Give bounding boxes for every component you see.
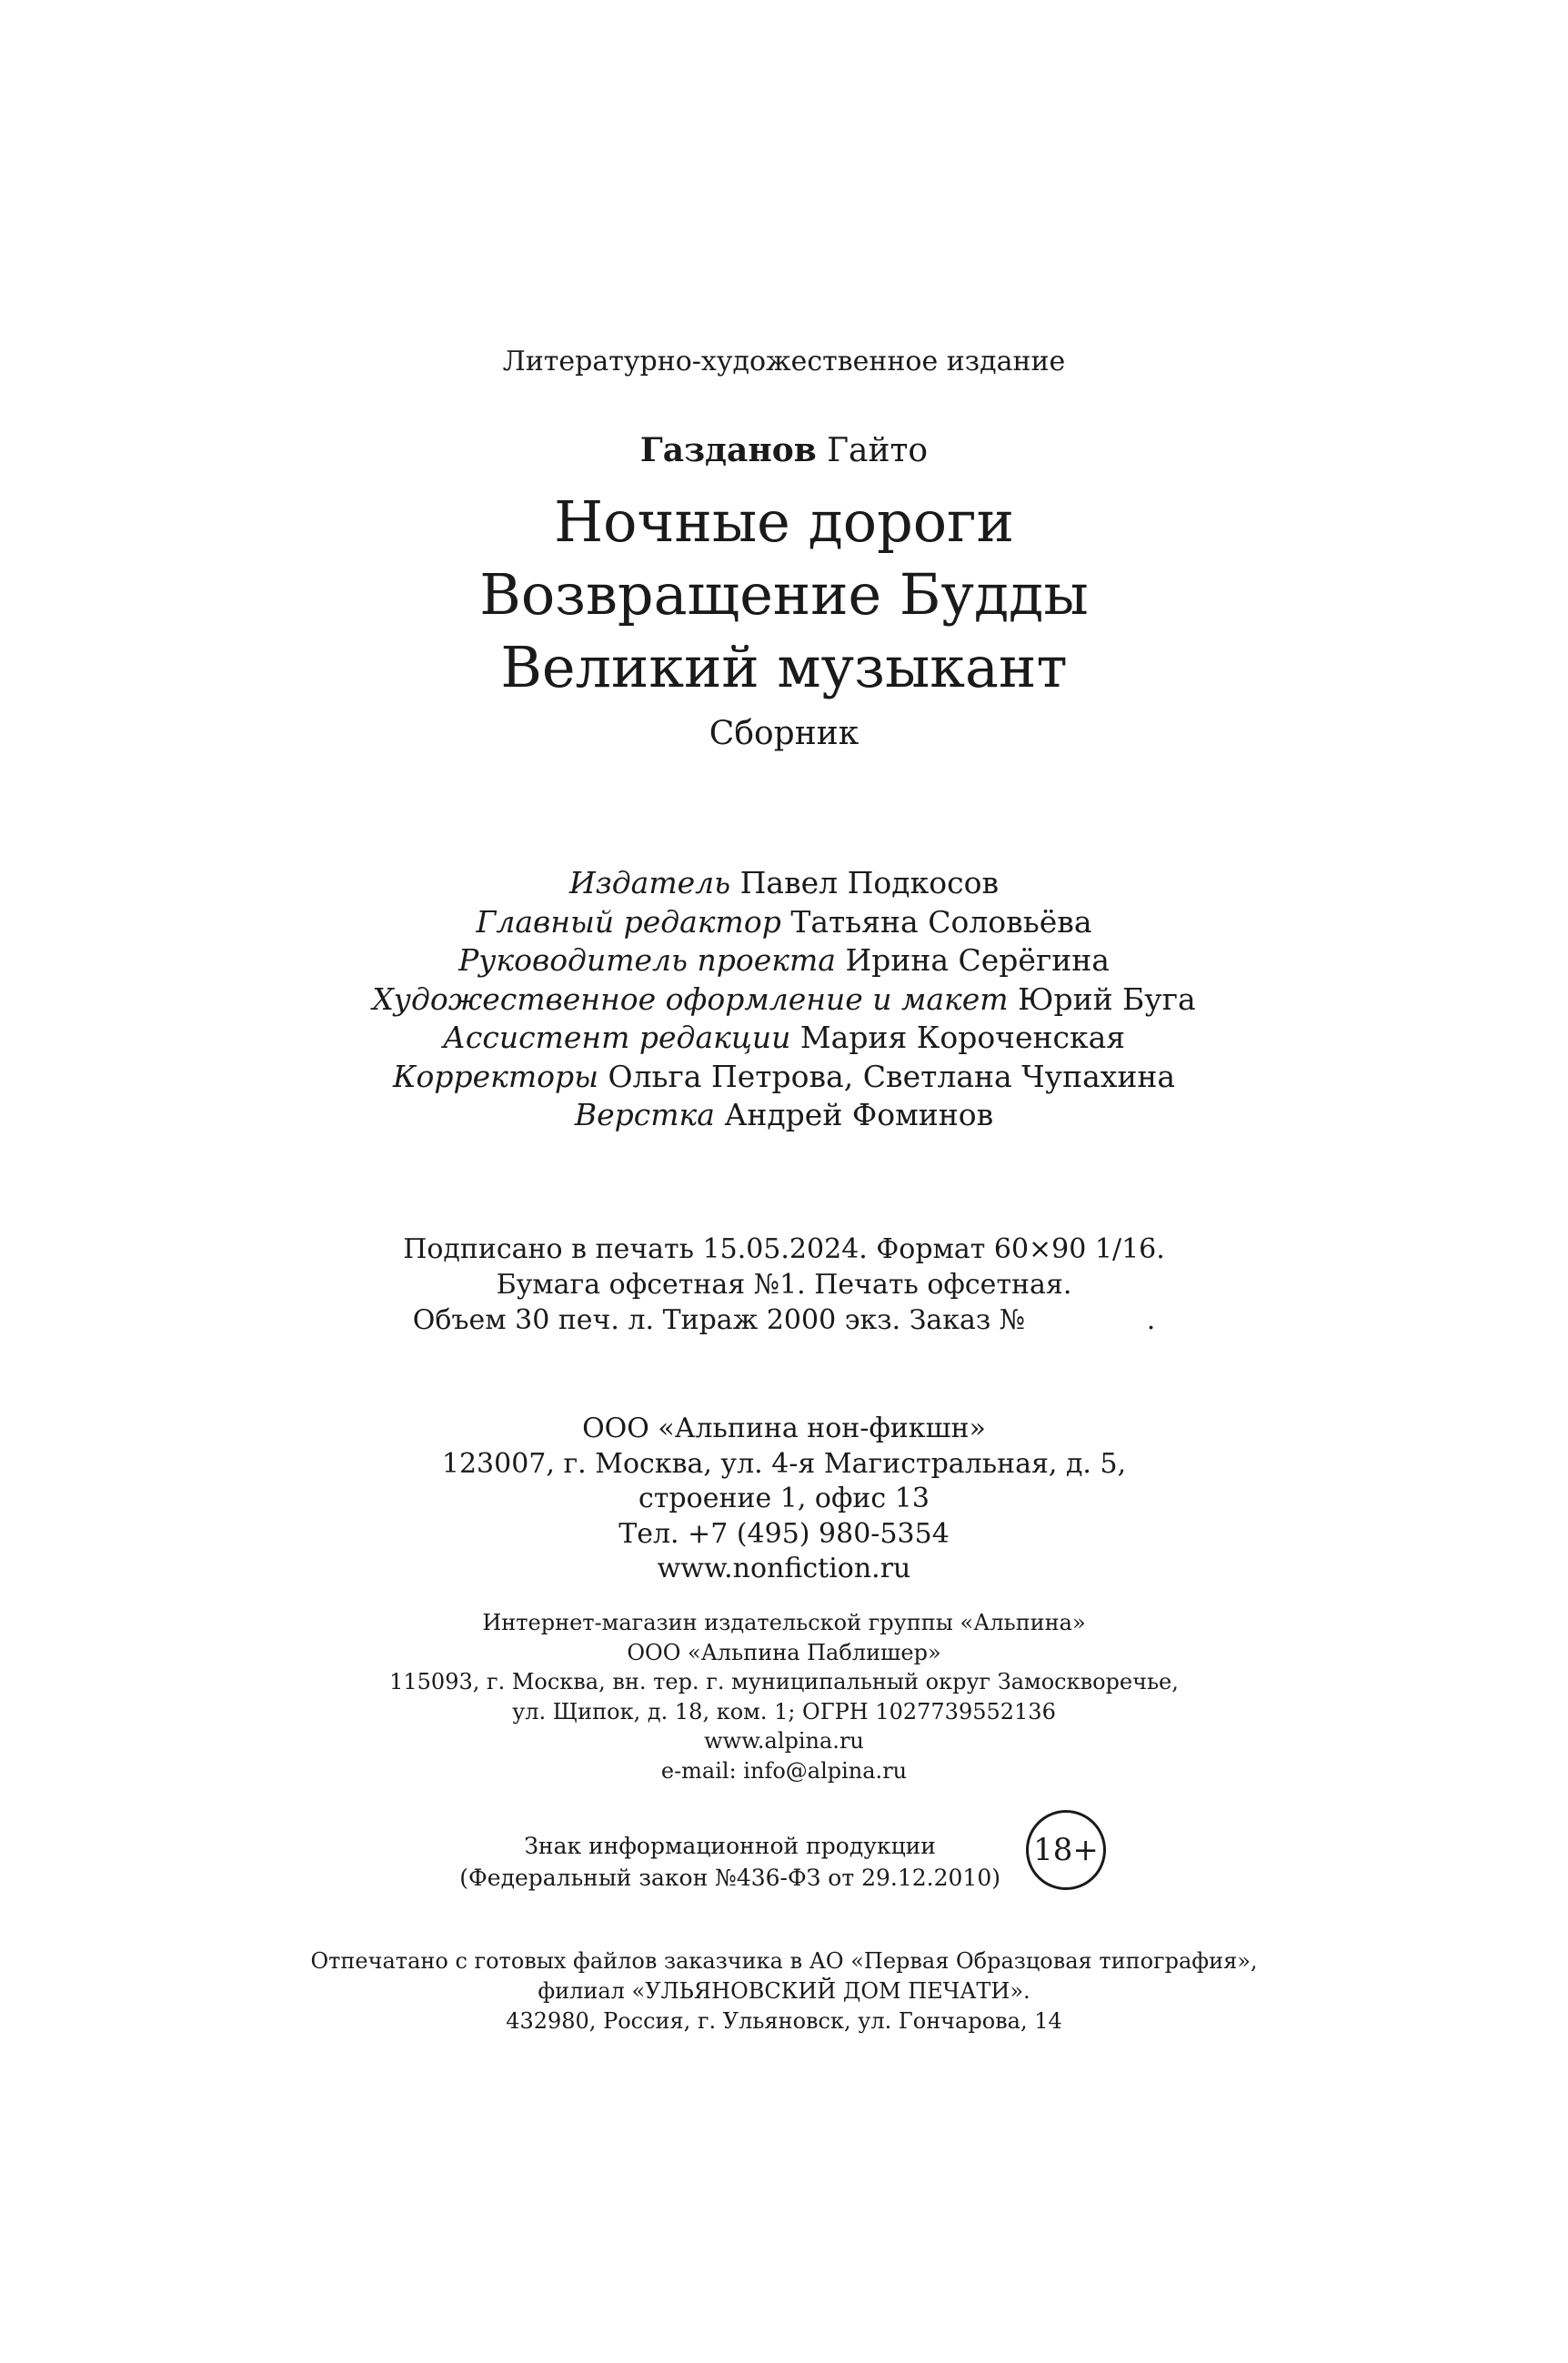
- printing-line: Объем 30 печ. л. Тираж 2000 экз. Заказ № .: [412, 1304, 1156, 1336]
- credit-line: [0, 980, 1568, 1020]
- credit-line: [0, 864, 1568, 903]
- credit-role: Верстка: [574, 1097, 715, 1132]
- credit-role: Ассистент редакции: [442, 1020, 791, 1055]
- imprint-line: Отпечатано с готовых файлов заказчика в АО «Первая Образцовая типография»,: [310, 1948, 1258, 1974]
- credit-name: Ирина Серёгина: [845, 942, 1110, 978]
- credit-line: [0, 903, 1568, 942]
- credit-line: [0, 941, 1568, 980]
- shop-line: ул. Щипок, д. 18, ком. 1; ОГРН 1027739552136: [512, 1698, 1056, 1724]
- credit-name: Юрий Буга: [1018, 980, 1196, 1017]
- edition-type: Литературно-художественное издание: [502, 346, 1066, 377]
- publisher-info: [0, 1412, 1568, 1587]
- shop-email: e-mail: info@alpina.ru: [660, 1757, 908, 1784]
- credit-role: Главный редактор: [476, 903, 781, 940]
- credit-role: Издатель: [568, 865, 731, 900]
- shop-line: 115093, г. Москва, вн. тер. г. муниципальный округ Замоскворечье,: [389, 1669, 1179, 1694]
- title-line: Великий музыкант: [500, 634, 1068, 700]
- credit-name: Андрей Фоминов: [724, 1097, 994, 1132]
- printer-imprint: [0, 1946, 1568, 2036]
- author-surname: Газданов: [639, 431, 817, 469]
- printing-line: Подписано в печать 15.05.2024. Формат 60×90 1/16.: [403, 1233, 1165, 1265]
- shop-line: Интернет-магазин издательской группы «Альпина»: [482, 1610, 1086, 1635]
- publisher-line: строение 1, офис 13: [638, 1483, 930, 1514]
- credits-list: [0, 864, 1568, 1135]
- publisher-url: www.nonfiction.ru: [657, 1553, 911, 1584]
- shop-url: www.alpina.ru: [704, 1728, 864, 1754]
- genre: Сборник: [709, 715, 859, 752]
- printing-line: Бумага офсетная №1. Печать офсетная.: [496, 1269, 1072, 1301]
- info-sign-line: (Федеральный закон №436-ФЗ от 29.12.2010): [459, 1865, 1000, 1891]
- title-line: Ночные дороги: [554, 488, 1014, 555]
- imprint-line: 432980, Россия, г. Ульяновск, ул. Гончарова, 14: [506, 2008, 1062, 2034]
- online-shop-info: [0, 1608, 1568, 1785]
- credit-role: Корректоры: [392, 1058, 599, 1094]
- info-sign-line: Знак информационной продукции: [524, 1833, 936, 1859]
- info-sign-text: [459, 1830, 1000, 1894]
- credit-role: Руководитель проекта: [458, 942, 836, 978]
- credit-line: [0, 1019, 1568, 1058]
- book-titles: [0, 486, 1568, 704]
- imprint-line: филиал «УЛЬЯНОВСКИЙ ДОМ ПЕЧАТИ».: [538, 1978, 1030, 2004]
- author-name: Гайто: [827, 432, 929, 469]
- shop-line: ООО «Альпина Паблишер»: [627, 1639, 941, 1665]
- credit-line: [0, 1058, 1568, 1097]
- credit-name: Ольга Петрова, Светлана Чупахина: [608, 1058, 1176, 1094]
- publisher-line: Тел. +7 (495) 980-5354: [618, 1517, 950, 1550]
- publisher-line: ООО «Альпина нон-фикшн»: [582, 1413, 986, 1444]
- credit-name: Мария Короченская: [799, 1020, 1126, 1055]
- printing-details: [0, 1232, 1568, 1338]
- age-rating-badge: 18+: [1026, 1810, 1106, 1890]
- credit-line: [0, 1096, 1568, 1135]
- publisher-line: 123007, г. Москва, ул. 4-я Магистральная, д. 5,: [441, 1447, 1127, 1480]
- author: [0, 431, 1568, 469]
- credit-name: Татьяна Соловьёва: [790, 903, 1092, 940]
- credit-name: Павел Подкосов: [739, 865, 1000, 900]
- credit-role: Художественное оформление и макет: [372, 980, 1009, 1017]
- title-line: Возвращение Будды: [479, 561, 1089, 628]
